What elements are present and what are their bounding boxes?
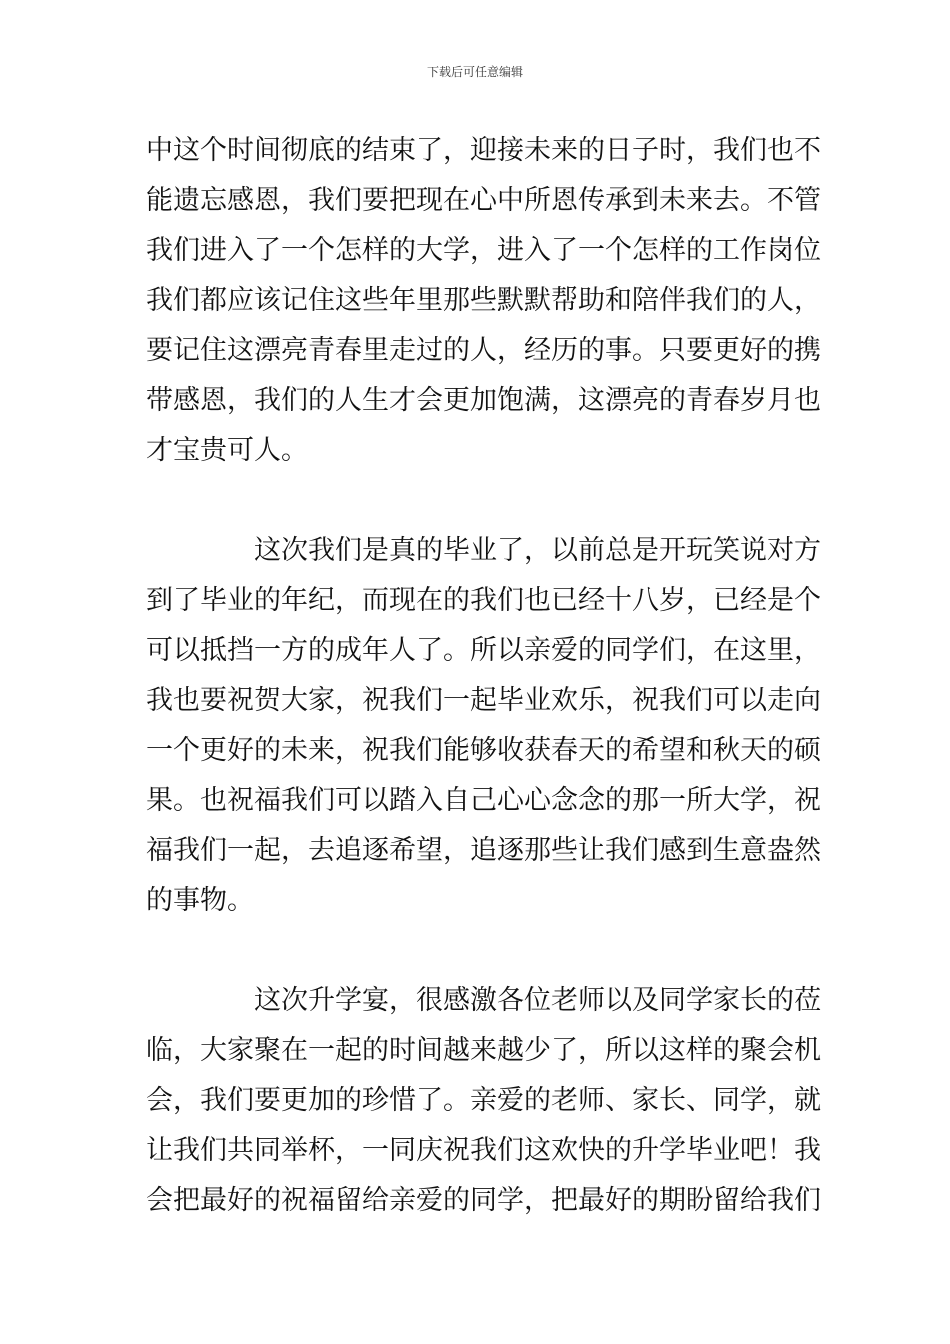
text-line: 我们进入了一个怎样的大学，进入了一个怎样的工作岗位 [146,235,821,266]
text-line: 会把最好的祝福留给亲爱的同学，把最好的期盼留给我们 [146,1185,821,1216]
text-line: 我们都应该记住这些年里那些默默帮助和陪伴我们的人， [146,285,821,316]
text-line: 的事物。 [146,885,254,916]
text-line: 要记住这漂亮青春里走过的人，经历的事。只要更好的携 [146,335,821,366]
document-body [146,126,821,1226]
paragraph-spacer [146,476,808,526]
text-line: 会，我们要更加的珍惜了。亲爱的老师、家长、同学，就 [146,1085,821,1116]
text-line: 到了毕业的年纪，而现在的我们也已经十八岁，已经是个 [146,585,821,616]
text-line: 临，大家聚在一起的时间越来越少了，所以这样的聚会机 [146,1035,821,1066]
text-line: 能遗忘感恩，我们要把现在心中所恩传承到未来去。不管 [146,185,821,216]
paragraph-1 [146,126,821,476]
text-line: 才宝贵可人。 [146,435,308,466]
paragraph-3 [146,976,821,1226]
text-line: 中这个时间彻底的结束了，迎接未来的日子时，我们也不 [146,135,821,166]
text-line: 果。也祝福我们可以踏入自己心心念念的那一所大学，祝 [146,785,821,816]
paragraph-spacer [146,926,808,976]
text-line: 这次我们是真的毕业了，以前总是开玩笑说对方 [254,535,821,566]
text-line: 可以抵挡一方的成年人了。所以亲爱的同学们，在这里， [146,635,821,666]
text-line: 这次升学宴，很感激各位老师以及同学家长的莅 [254,985,821,1016]
page-header: 下载后可任意编辑 [426,65,523,79]
text-line: 让我们共同举杯，一同庆祝我们这欢快的升学毕业吧！我 [146,1135,821,1166]
text-line: 福我们一起，去追逐希望，追逐那些让我们感到生意盎然 [146,835,821,866]
paragraph-2 [146,526,821,926]
text-line: 带感恩，我们的人生才会更加饱满，这漂亮的青春岁月也 [146,385,821,416]
text-line: 我也要祝贺大家，祝我们一起毕业欢乐，祝我们可以走向 [146,685,821,716]
text-line: 一个更好的未来，祝我们能够收获春天的希望和秋天的硕 [146,735,821,766]
